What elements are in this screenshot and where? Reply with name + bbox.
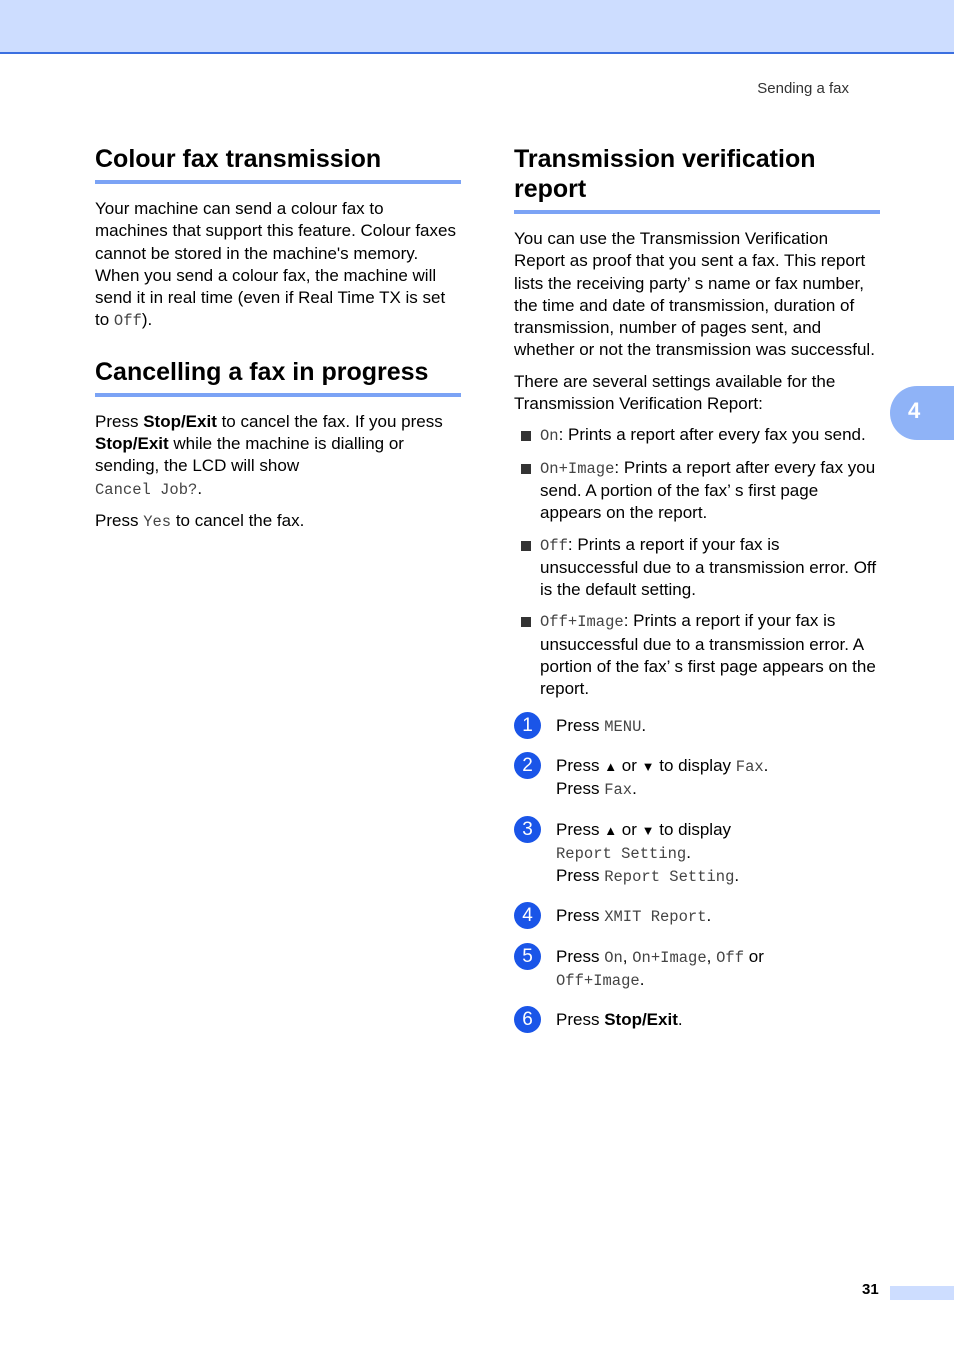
list-item: On+Image: Prints a report after every fax you send. A portion of the fax’ s first page appears on the report. — [514, 457, 880, 525]
chapter-tab — [890, 386, 954, 440]
step-6: 6 Press Stop/Exit. — [514, 1009, 880, 1031]
step-2: 2 Press ▲ or ▼ to display Fax. Press Fax. — [514, 755, 880, 802]
report-intro-2: There are several settings available for the Transmission Verification Report: — [514, 371, 836, 414]
running-header: Sending a fax — [757, 80, 849, 97]
top-header-band — [0, 0, 954, 54]
step-1: 1 Press MENU. — [514, 715, 880, 738]
page-footer-bar — [890, 1286, 954, 1300]
bullet-square-icon — [521, 617, 531, 627]
report-options-list — [514, 424, 880, 700]
bullet-square-icon — [521, 431, 531, 441]
right-column — [514, 144, 880, 1049]
up-arrow-icon: ▲ — [604, 758, 618, 774]
step-number-icon: 2 — [514, 752, 541, 779]
left-column — [95, 144, 461, 542]
section-title-report: Transmission verification report — [514, 144, 880, 214]
step-4: 4 Press XMIT Report. — [514, 905, 880, 928]
list-item: Off: Prints a report if your fax is unsuccessful due to a transmission error. Off is the default setting. — [514, 534, 880, 602]
section-title-colour: Colour fax transmission — [95, 144, 461, 184]
step-number-icon: 5 — [514, 943, 541, 970]
page-number: 31 — [862, 1281, 879, 1298]
step-list — [514, 715, 880, 1032]
colour-paragraph: Your machine can send a colour fax to machines that support this feature. Colour faxes cannot be stored in the machine's memory. When you send a colour fax, the machine will send it in real time (even if Real Time TX is set to Off). — [95, 199, 456, 331]
step-number-icon: 3 — [514, 816, 541, 843]
bullet-square-icon — [521, 464, 531, 474]
step-number-icon: 1 — [514, 712, 541, 739]
step-number-icon: 4 — [514, 902, 541, 929]
step-number-icon: 6 — [514, 1006, 541, 1033]
list-item: Off+Image: Prints a report if your fax is unsuccessful due to a transmission error. A portion of the fax’ s first page appears on the report. — [514, 610, 880, 700]
down-arrow-icon: ▼ — [641, 822, 655, 838]
list-item: On: Prints a report after every fax you send. — [514, 424, 880, 447]
bullet-square-icon — [521, 541, 531, 551]
step-5: 5 Press On, On+Image, Off or Off+Image. — [514, 946, 880, 993]
report-intro-1: You can use the Transmission Verification Report as proof that you sent a fax. This report lists the receiving party’ s name or fax number, the time and date of transmission, duration of transmission, number of pages sent, and whether or not the transmission was successful. — [514, 229, 875, 360]
cancel-paragraph-1: Press Stop/Exit to cancel the fax. If you press Stop/Exit while the machine is dialling or sending, the LCD will show Cancel Job?. — [95, 411, 443, 499]
up-arrow-icon: ▲ — [604, 822, 618, 838]
section-title-cancel: Cancelling a fax in progress — [95, 357, 461, 397]
chapter-number: 4 — [908, 398, 921, 423]
cancel-paragraph-2: Press Yes to cancel the fax. — [95, 510, 305, 531]
step-3: 3 Press ▲ or ▼ to display Report Setting. Press Report Setting. — [514, 819, 880, 889]
down-arrow-icon: ▼ — [641, 758, 655, 774]
